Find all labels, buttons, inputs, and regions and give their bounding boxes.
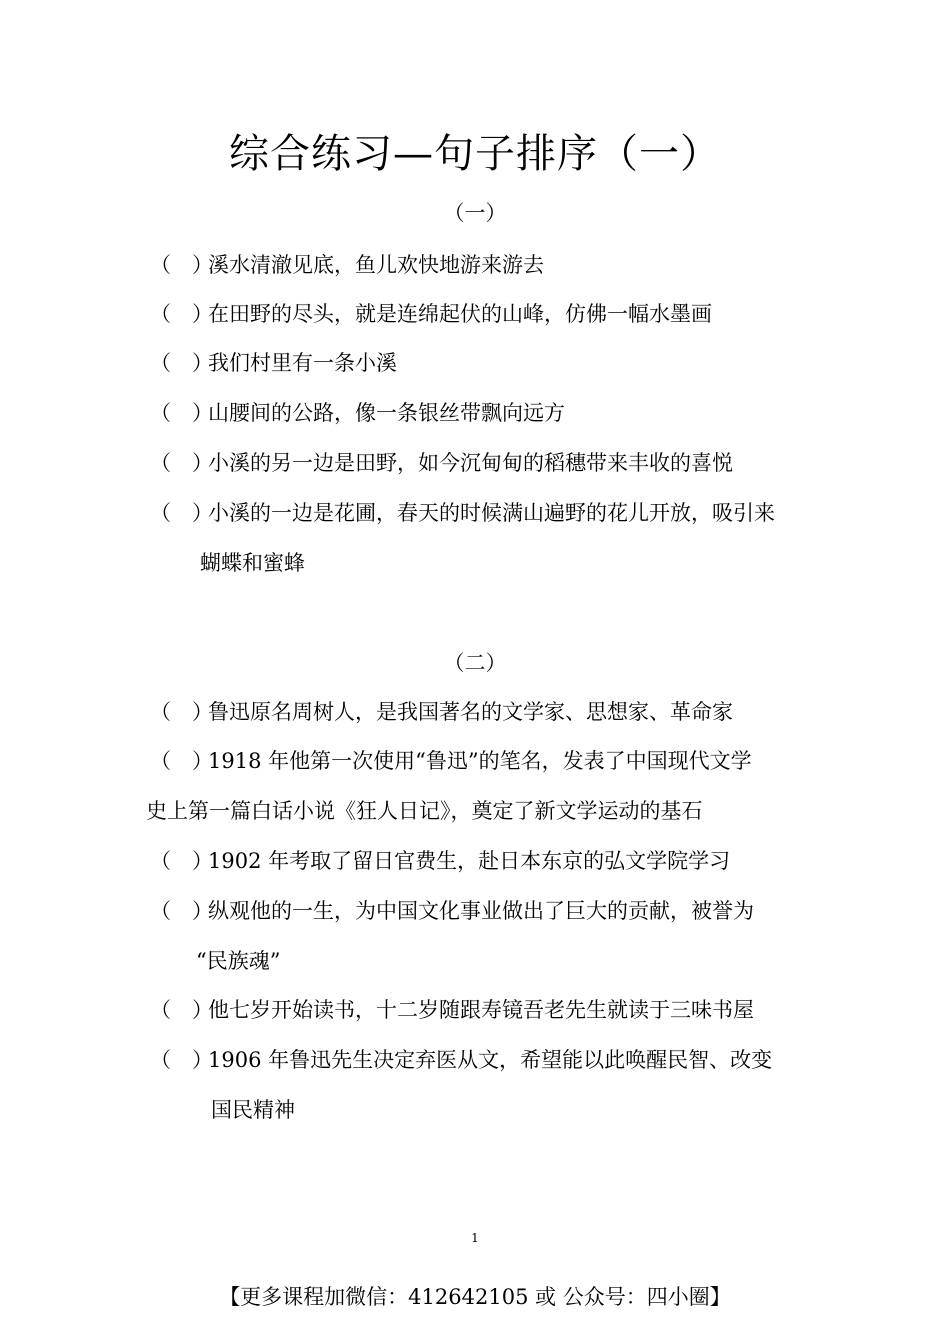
list-item bbox=[150, 846, 830, 876]
sentence-text: 溪水清澈见底，鱼儿欢快地游来游去 bbox=[208, 253, 544, 277]
answer-blank: （ ） bbox=[150, 998, 213, 1022]
page-title: 综合练习—句子排序（一） bbox=[229, 131, 721, 177]
sentence-text: 他七岁开始读书，十二岁随跟寿镜吾老先生就读于三味书屋 bbox=[208, 998, 754, 1022]
sentence-text: 山腰间的公路，像一条银丝带飘向远方 bbox=[208, 401, 565, 425]
sentence-text: 小溪的一边是花圃，春天的时候满山遍野的花儿开放，吸引来 bbox=[208, 501, 775, 525]
footer-promo: 【更多课程加微信：412642105 或 公众号：四小圈】 bbox=[219, 1285, 731, 1309]
answer-blank: （ ） bbox=[150, 501, 213, 525]
list-item bbox=[150, 896, 830, 926]
list-item bbox=[150, 299, 830, 329]
answer-blank: （ ） bbox=[150, 253, 213, 277]
sentence-text: 1902 年考取了留日官费生，赴日本东京的弘文学院学习 bbox=[208, 849, 731, 873]
sentence-text: 在田野的尽头，就是连绵起伏的山峰，仿佛一幅水墨画 bbox=[208, 302, 712, 326]
answer-blank: （ ） bbox=[150, 451, 213, 475]
sentence-text: 我们村里有一条小溪 bbox=[208, 351, 397, 375]
list-item bbox=[150, 348, 830, 378]
answer-blank: （ ） bbox=[150, 302, 213, 326]
answer-blank: （ ） bbox=[150, 849, 213, 873]
list-item bbox=[150, 448, 830, 478]
answer-blank: （ ） bbox=[150, 401, 213, 425]
answer-blank: （ ） bbox=[150, 351, 213, 375]
sentence-text: 鲁迅原名周树人，是我国著名的文学家、思想家、革命家 bbox=[208, 700, 733, 724]
answer-blank: （ ） bbox=[150, 1048, 213, 1072]
sentence-continuation: 蝴蝶和蜜蜂 bbox=[200, 551, 305, 575]
sentence-text: 1918 年他第一次使用“鲁迅”的笔名，发表了中国现代文学 bbox=[208, 749, 752, 773]
list-item bbox=[150, 498, 830, 528]
list-item bbox=[150, 697, 830, 727]
list-item bbox=[150, 1045, 830, 1075]
answer-blank: （ ） bbox=[150, 749, 213, 773]
list-item bbox=[150, 995, 830, 1025]
sentence-text: 小溪的另一边是田野，如今沉甸甸的稻穗带来丰收的喜悦 bbox=[208, 451, 733, 475]
sentence-continuation: 史上第一篇白话小说《狂人日记》，奠定了新文学运动的基石 bbox=[146, 799, 703, 823]
sentence-text: 1906 年鲁迅先生决定弃医从文，希望能以此唤醒民智、改变 bbox=[208, 1048, 773, 1072]
list-item bbox=[150, 398, 830, 428]
section-heading-1: （一） bbox=[443, 201, 507, 225]
list-item bbox=[150, 250, 830, 280]
list-item bbox=[150, 746, 830, 776]
answer-blank: （ ） bbox=[150, 899, 213, 923]
answer-blank: （ ） bbox=[150, 700, 213, 724]
section-heading-2: （二） bbox=[443, 651, 507, 675]
sentence-continuation: 国民精神 bbox=[211, 1098, 295, 1122]
page-number: 1 bbox=[471, 1231, 479, 1245]
sentence-continuation: “民族魂” bbox=[196, 949, 281, 973]
sentence-text: 纵观他的一生，为中国文化事业做出了巨大的贡献，被誉为 bbox=[208, 899, 754, 923]
